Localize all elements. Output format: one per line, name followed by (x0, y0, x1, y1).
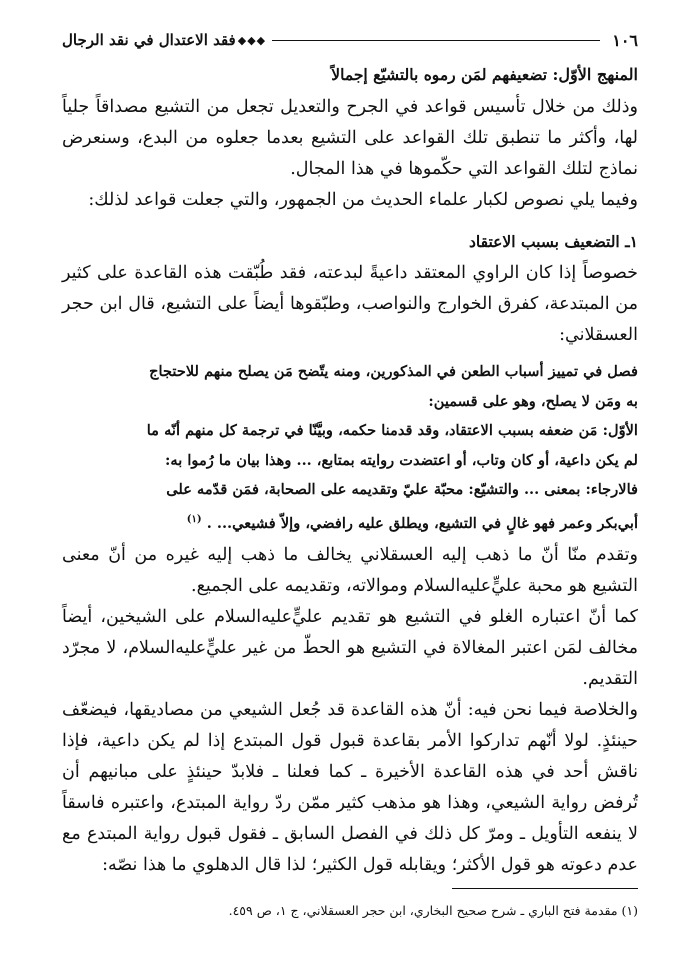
paragraph-after-3: والخلاصة فيما نحن فيه: أنّ هذه القاعدة قد جُعل الشيعي من مصاديقها، فيضعّف حينئذٍ. لولا أنّهم تداركوا الأمر بقاعدة قبول قول المبتدع إذا لم يكن داعية، فإذا ناقش أحد في هذه القاعدة الأخيرة ـ كما فعلنا ـ فلابدّ حينئذٍ على مبانيهم أن تُرفض رواية الشيعي، وهذا هو مذهب كثير ممّن ردّ رواية المبتدع، واعتبره فاسقاً لا ينفعه التأويل ـ ومرّ كل ذلك في الفصل السابق ـ فقول قبول رواية المبتدع مع عدم دعوته هو قول الأكثر؛ ويقابله قول الكثير؛ لذا قال الدهلوي ما هذا نصّه: (62, 699, 638, 875)
quote-line: الأوّل: مَن ضعفه بسبب الاعتقاد، وقد قدمنا حكمه، وبيَّنّا في ترجمة كل منهم أنّه ما (146, 422, 638, 439)
footnote: (١) مقدمة فتح الباري ـ شرح صحيح البخاري، ابن حجر العسقلاني، ج ١، ص ٤٥٩. (228, 903, 638, 918)
paragraph-before-quote: خصوصاً إذا كان الراوي المعتقد داعيةً لبدعته، فقد طُبّقت هذه القاعدة على كثير من المبتدعة، كفرق الخوارج والنواصب، وطبّقوها أيضاً على التشيع، قال ابن حجر العسقلاني: (62, 263, 638, 345)
page-body (62, 62, 638, 881)
quote-line: فالارجاء: بمعنى ... والتشيّع: محبّة عليّ وتقديمه على الصحابة، فمَن قدّمه على (166, 481, 638, 498)
paragraph-intro-2: وفيما يلي نصوص لكبار علماء الحديث من الجمهور، والتي جعلت قواعد لذلك: (88, 190, 638, 210)
quote-line: به ومَن لا يصلح، وهو على قسمين: (428, 392, 638, 410)
page-header (62, 28, 638, 52)
quote-line: لم يكن داعية، أو كان وتاب، أو اعتضدت روايته بمتابع، ... وهذا بيان ما رُموا به: (165, 451, 638, 469)
quote-line-text: أبي‌بكر وعمر فهو غالٍ في التشيع، ويطلق عليه رافضي، وإلاّ فشيعي... . (206, 514, 638, 532)
paragraph-intro-1: وذلك من خلال تأسيس قواعد في الجرح والتعديل تجعل من التشيع مصداقاً جلياً لها، وأكثر ما تنطبق تلك القواعد على التشيع بعدما جعلوه من البدع، وسنعرض نماذج لتلك القواعد التي حكّموها في هذا المجال. (62, 97, 638, 179)
page-number: ١٠٦ (612, 30, 638, 50)
subheading: ١ـ التضعيف بسبب الاعتقاد (469, 232, 638, 251)
diamond-ornament-icon: ◆◆◆ (237, 33, 267, 47)
footnote-marker[interactable]: (١) (186, 513, 202, 525)
quote-line: فصل في تمييز أسباب الطعن في المذكورين، ومنه يتّضح مَن يصلح منهم للاحتجاج (149, 363, 638, 380)
quote-line-last (62, 505, 638, 538)
paragraph-after-1: وتقدم منّا أنّ ما ذهب إليه العسقلاني يخالف ما ذهب إليه غيره من أنّ معنى التشيع هو محبة عليٍّ‌عليه‌السلام وموالاته، وتقديمه على الجميع. (62, 544, 638, 596)
section-heading-label: المنهج الأوّل: (552, 65, 638, 84)
paragraph-after-2: كما أنّ اعتباره الغلو في التشيع هو تقديم عليٍّ‌عليه‌السلام على الشيخين، أيضاً مخالف لمَن اعتبر المغالاة في التشيع هو الحطّ من غير عليٍّ‌عليه‌السلام، لا مجرّد التقديم. (62, 606, 638, 689)
header-rule (272, 40, 600, 41)
section-heading-text: تضعيفهم لمَن رموه بالتشيّع إجمالاً (331, 65, 548, 84)
section-heading (62, 62, 638, 88)
block-quote (62, 357, 638, 538)
footnote-separator (452, 888, 638, 889)
running-title: فقد الاعتدال في نقد الرجال (62, 31, 236, 49)
